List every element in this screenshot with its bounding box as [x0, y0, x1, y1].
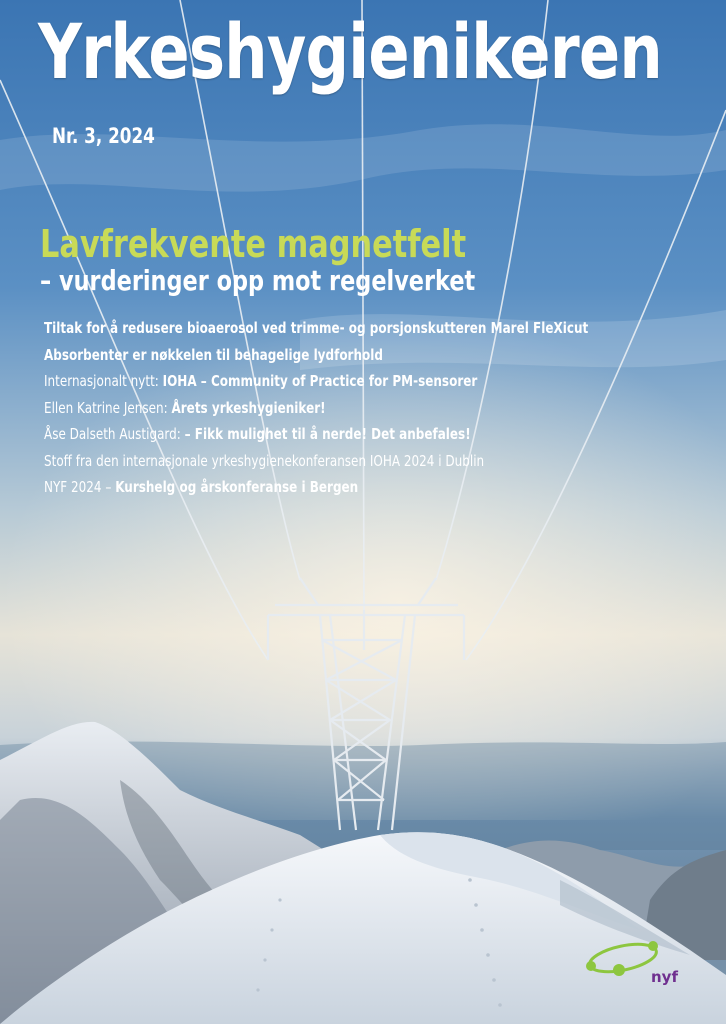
- toc-item: [44, 398, 588, 425]
- magazine-title: Yrkeshygienikeren: [38, 7, 662, 96]
- toc-item: [44, 371, 588, 398]
- cover-subheadline: – vurderinger opp mot regelverket: [40, 264, 476, 297]
- toc-item-text: Stoff fra den internasjonale yrkeshygienekonferansen IOHA 2024 i Dublin: [44, 451, 485, 470]
- toc-item-text: Tiltak for å redusere bioaerosol ved trimme- og porsjonskutteren Marel FleXicut: [44, 319, 589, 337]
- toc-item-text: Årets yrkeshygieniker!: [171, 398, 326, 417]
- cover-headline: Lavfrekvente magnetfelt: [40, 222, 467, 266]
- toc-item: [44, 424, 588, 451]
- toc-item-prefix: Internasjonalt nytt:: [44, 372, 163, 390]
- toc-item-prefix: NYF 2024 –: [44, 478, 116, 496]
- toc-item-prefix: Ellen Katrine Jensen:: [44, 398, 172, 417]
- toc-item-prefix: Åse Dalseth Austigard:: [44, 425, 185, 443]
- toc-item-text: Absorbenter er nøkkelen til behagelige lydforhold: [44, 345, 383, 364]
- toc-item-text: Kurshelg og årskonferanse i Bergen: [115, 478, 359, 496]
- toc-item: [44, 477, 588, 504]
- issue-number: Nr. 3, 2024: [52, 124, 155, 148]
- toc-item: [44, 451, 588, 478]
- toc-item: [44, 318, 588, 345]
- toc-item-text: IOHA – Community of Practice for PM-sensorer: [162, 372, 478, 390]
- table-of-contents: [44, 318, 724, 504]
- toc-item-text: – Fikk mulighet til å nerde! Det anbefales!: [184, 425, 471, 443]
- publisher-logo-text: nyf: [651, 968, 678, 986]
- toc-item: [44, 345, 588, 372]
